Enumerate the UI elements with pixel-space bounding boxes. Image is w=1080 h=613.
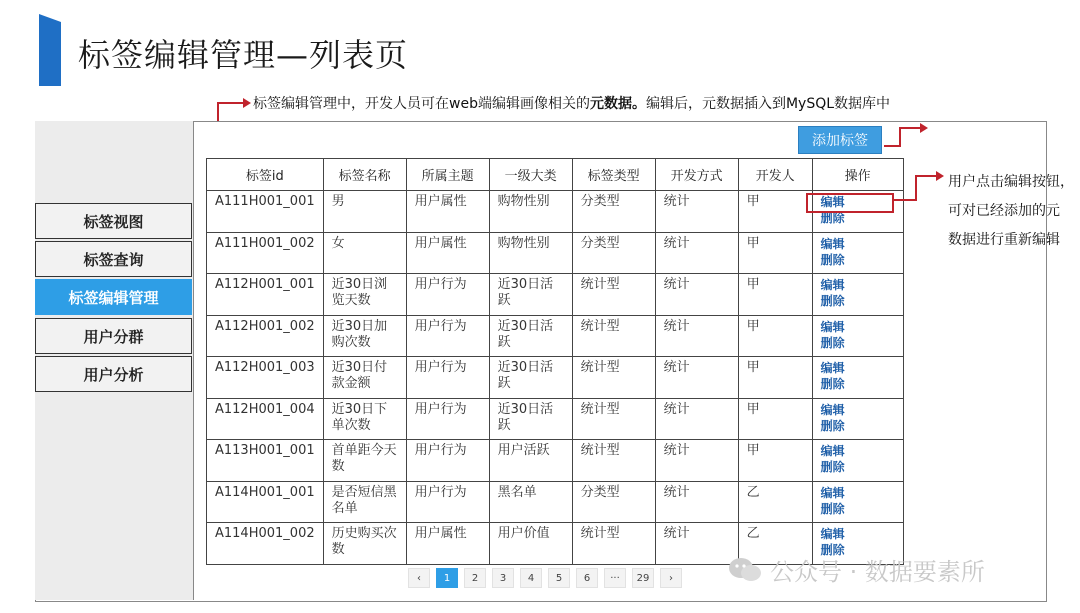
table-row	[207, 357, 904, 399]
table-cell: 用户行为	[406, 398, 489, 440]
delete-link[interactable]: 删除	[820, 211, 845, 225]
table-cell: 统计	[655, 398, 738, 440]
column-header: 标签类型	[572, 159, 655, 191]
delete-link[interactable]: 删除	[820, 418, 845, 433]
operations-cell	[812, 315, 903, 357]
table-cell: 近30日活跃	[489, 357, 572, 399]
operations-cell	[812, 481, 903, 523]
table-cell: A113H001_001	[207, 440, 324, 482]
table-cell: 甲	[738, 398, 812, 440]
table-cell: 近30日活跃	[489, 274, 572, 316]
page-ellipsis: ···	[604, 568, 626, 588]
table-cell: 乙	[738, 523, 812, 565]
top-annotation	[253, 93, 890, 113]
table-cell: 用户行为	[406, 481, 489, 523]
column-header: 开发方式	[655, 159, 738, 191]
top-annotation-suffix: 编辑后，元数据插入到MySQL数据库中	[645, 96, 891, 112]
table-cell: A112H001_001	[207, 274, 324, 316]
page-button-29[interactable]: 29	[632, 568, 654, 588]
table-cell: 分类型	[572, 191, 655, 233]
column-header: 开发人	[738, 159, 812, 191]
sidebar-item-tag-edit[interactable]: 标签编辑管理	[35, 279, 192, 315]
title-accent-bar	[39, 14, 61, 86]
table-cell: 用户活跃	[489, 440, 572, 482]
table-cell: A112H001_003	[207, 357, 324, 399]
table-cell: 女	[323, 232, 406, 274]
edit-link[interactable]: 编辑	[820, 402, 845, 417]
table-cell: 甲	[738, 440, 812, 482]
table-cell: 近30日活跃	[489, 315, 572, 357]
delete-link[interactable]: 删除	[820, 543, 845, 557]
column-header: 所属主题	[406, 159, 489, 191]
table-cell: A112H001_002	[207, 315, 324, 357]
edit-annotation-line: 数据进行重新编辑	[948, 232, 1060, 248]
page-button-5[interactable]: 5	[548, 568, 570, 588]
table-cell: 甲	[738, 274, 812, 316]
watermark-text: 公众号 · 数据要素所	[770, 558, 985, 586]
table-cell: A111H001_001	[207, 191, 324, 233]
table-cell: 近30日下单次数	[323, 398, 406, 440]
top-annotation-bold: 元数据。	[589, 96, 646, 112]
operations-cell	[812, 398, 903, 440]
table-cell: 近30日付款金额	[323, 357, 406, 399]
table-cell: A114H001_002	[207, 523, 324, 565]
page-button-3[interactable]: 3	[492, 568, 514, 588]
sidebar-item-user-analysis[interactable]: 用户分析	[35, 356, 192, 392]
edit-highlight-box	[806, 193, 894, 213]
sidebar	[35, 121, 194, 600]
table-cell: 统计型	[572, 523, 655, 565]
table-cell: 统计型	[572, 398, 655, 440]
table-cell: 统计	[655, 191, 738, 233]
page-button-4[interactable]: 4	[520, 568, 542, 588]
edit-annotation-line: 用户点击编辑按钮，	[948, 174, 1074, 190]
table-cell: A112H001_004	[207, 398, 324, 440]
sidebar-item-tag-view[interactable]: 标签视图	[35, 203, 192, 239]
sidebar-item-user-segment[interactable]: 用户分群	[35, 318, 192, 354]
table-cell: 分类型	[572, 481, 655, 523]
table-cell: 统计	[655, 440, 738, 482]
table-cell: 统计	[655, 357, 738, 399]
edit-annotation-line: 可对已经添加的元	[948, 203, 1060, 219]
edit-link[interactable]: 编辑	[820, 527, 845, 541]
table-cell: 近30日浏览天数	[323, 274, 406, 316]
table-row	[207, 191, 904, 233]
page-button-1[interactable]: 1	[436, 568, 458, 588]
table-row	[207, 481, 904, 523]
table-row	[207, 440, 904, 482]
table-cell: 近30日活跃	[489, 398, 572, 440]
edit-link[interactable]: 编辑	[820, 361, 845, 375]
delete-link[interactable]: 删除	[820, 294, 845, 308]
edit-link[interactable]: 编辑	[820, 195, 845, 209]
table-cell: 统计型	[572, 440, 655, 482]
sidebar-item-tag-query[interactable]: 标签查询	[35, 241, 192, 277]
operations-cell	[812, 274, 903, 316]
table-cell: 男	[323, 191, 406, 233]
delete-link[interactable]: 删除	[820, 377, 845, 391]
table-cell: 用户行为	[406, 357, 489, 399]
table-cell: 首单距今天数	[323, 440, 406, 482]
table-row	[207, 398, 904, 440]
column-header: 操作	[812, 159, 903, 191]
edit-link[interactable]: 编辑	[820, 485, 845, 500]
operations-cell	[812, 440, 903, 482]
table-cell: 甲	[738, 315, 812, 357]
edit-link[interactable]: 编辑	[820, 319, 845, 334]
table-cell: 近30日加购次数	[323, 315, 406, 357]
page-button-2[interactable]: 2	[464, 568, 486, 588]
table-cell: 统计	[655, 481, 738, 523]
table-cell: A114H001_001	[207, 481, 324, 523]
table-cell: 甲	[738, 191, 812, 233]
operations-cell	[812, 357, 903, 399]
table-cell: 用户行为	[406, 440, 489, 482]
table-cell: 用户属性	[406, 232, 489, 274]
tag-table	[206, 158, 904, 565]
column-header: 标签id	[207, 159, 324, 191]
delete-link[interactable]: 删除	[820, 460, 845, 474]
table-cell: 购物性别	[489, 191, 572, 233]
table-cell: 用户行为	[406, 315, 489, 357]
table-cell: 统计型	[572, 315, 655, 357]
table-cell: 分类型	[572, 232, 655, 274]
table-cell: 甲	[738, 357, 812, 399]
table-cell: 统计	[655, 232, 738, 274]
edit-link[interactable]: 编辑	[820, 236, 845, 251]
delete-link[interactable]: 删除	[820, 252, 845, 267]
watermark	[728, 552, 985, 587]
next-page-button[interactable]: ›	[660, 568, 682, 588]
table-cell: 黑名单	[489, 481, 572, 523]
table-cell: 用户价值	[489, 523, 572, 565]
edit-note-arrow	[892, 168, 948, 208]
page-button-6[interactable]: 6	[576, 568, 598, 588]
table-cell: 甲	[738, 232, 812, 274]
table-cell: 用户属性	[406, 523, 489, 565]
table-cell: 统计型	[572, 357, 655, 399]
table-cell: 统计	[655, 274, 738, 316]
edit-link[interactable]: 编辑	[820, 444, 845, 458]
table-header-row	[207, 159, 904, 191]
page-title: 标签编辑管理—列表页	[78, 36, 409, 74]
table-cell: 购物性别	[489, 232, 572, 274]
prev-page-button[interactable]: ‹	[408, 568, 430, 588]
table-cell: 乙	[738, 481, 812, 523]
operations-cell	[812, 232, 903, 274]
edit-link[interactable]: 编辑	[820, 278, 845, 292]
delete-link[interactable]: 删除	[820, 335, 845, 350]
table-cell: 历史购买次数	[323, 523, 406, 565]
add-tag-button[interactable]: 添加标签	[798, 126, 882, 154]
table-cell: 是否短信黑名单	[323, 481, 406, 523]
table-cell: 统计	[655, 315, 738, 357]
column-header: 一级大类	[489, 159, 572, 191]
table-cell: 统计型	[572, 274, 655, 316]
table-cell: A111H001_002	[207, 232, 324, 274]
pagination	[408, 568, 682, 588]
top-annotation-prefix: 标签编辑管理中，开发人员可在web端编辑画像相关的	[253, 96, 590, 112]
delete-link[interactable]: 删除	[820, 501, 845, 516]
table-cell: 用户行为	[406, 274, 489, 316]
table-cell: 用户属性	[406, 191, 489, 233]
wechat-logo-icon	[728, 557, 762, 583]
table-cell: 统计	[655, 523, 738, 565]
edit-annotation	[948, 168, 1074, 255]
table-row	[207, 232, 904, 274]
add-button-arrow	[882, 120, 932, 152]
column-header: 标签名称	[323, 159, 406, 191]
table-row	[207, 315, 904, 357]
table-row	[207, 274, 904, 316]
